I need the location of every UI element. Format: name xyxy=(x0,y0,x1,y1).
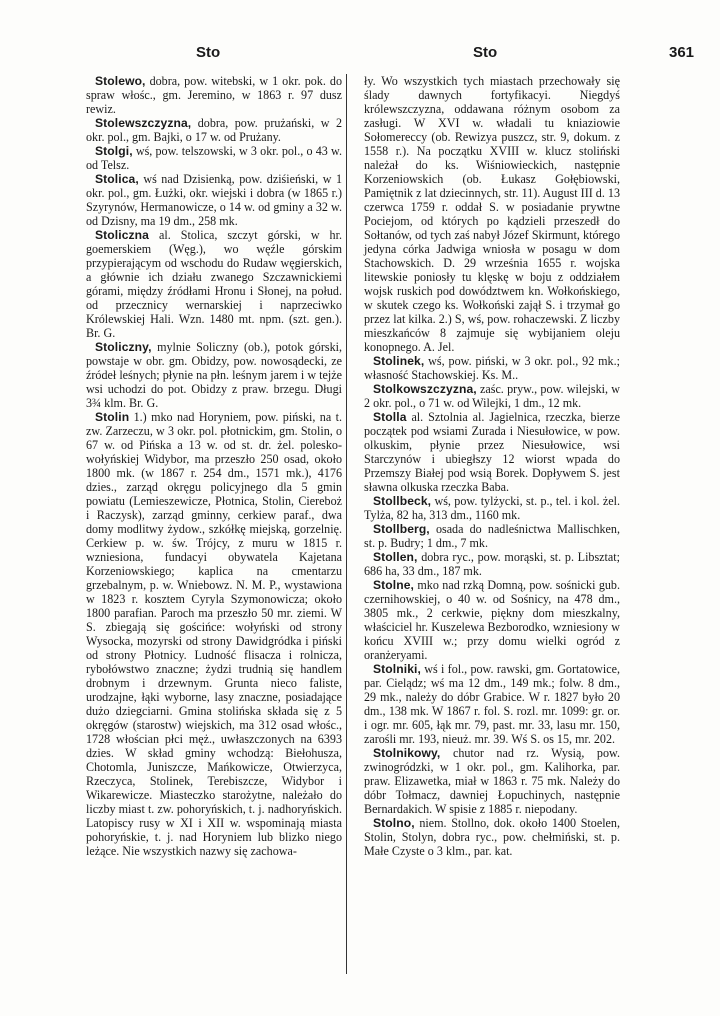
entry-text: wś i fol., pow. rawski, gm. Gortatowice, par. Cielądz; wś ma 12 dm., 149 mk.; folw. 8 dm., 29 mk., należy do dóbr Grabice. W r. 1827 było 20 dm., 138 mk. W 1867 r. fol. S. rozl. mr. 1099: gr. or. i ogr. mr. 605, łąk mr. 79, past. mr. 33, lasu mr. 150, zarośli mr. 193, nieuż. mr. 39. Wś S. os 15, mr. 202. xyxy=(364,662,620,746)
headword: Stollberg, xyxy=(373,522,430,536)
headword: Stoliczny, xyxy=(95,340,152,354)
entry xyxy=(86,172,342,228)
headword: Stolinek, xyxy=(373,354,425,368)
entry-text: osada do nadleśnictwa Mallischken, st. p. Budry; 1 dm., 7 mk. xyxy=(364,522,620,550)
entry xyxy=(86,340,342,410)
entry-text: mylnie Soliczny (ob.), potok górski, powstaje w obr. gm. Obidzy, pow. nowosądecki, ze źródeł leśnych; płynie na płn. leśnym jarem i w tejże wsi uchodzi do pot. Obidzy z praw. brzegu. Długi 3¾ klm. Br. G. xyxy=(86,340,342,410)
entry-text: dobra ryc., pow. morąski, st. p. Libsztat; 686 ha, 33 dm., 187 mk. xyxy=(364,550,620,578)
entry xyxy=(86,74,342,116)
page-header xyxy=(0,44,720,64)
left-column xyxy=(86,74,342,858)
headword: Stolnikowy, xyxy=(373,746,441,760)
entry-text: wś, pow. tylżycki, st. p., tel. i kol. żel. Tylża, 82 ha, 313 dm., 1160 mk. xyxy=(364,494,620,522)
entry xyxy=(364,550,620,578)
entry-text: mko nad rzką Domną, pow. sośnicki gub. czernihowskiej, o 40 w. od Sośnicy, na 478 dm., 3805 mk., 2 cerkwie, piękny dom mieszkalny, właściciel hr. Kuszelewa Bezborodko, wzniesiony w końcu XVIII w.; przy domu wielki ogród z oranżeryami. xyxy=(364,578,620,662)
entry-text: chutor nad rz. Wysią, pow. zwinogródzki, w 1 okr. pol., gm. Kalihorka, par. praw. Elizawetka, miał w 1863 r. 75 mk. Należy do dóbr Tołmacz, dawniej Łopuchinych, następnie Bernardakich. W spisie z 1885 r. niepodany. xyxy=(364,746,620,816)
entry-text: niem. Stollno, dok. około 1400 Stoelen, Stolin, Stolyn, dobra ryc., pow. chełmiński, st. p. Małe Czyste o 3 klm., par. kat. xyxy=(364,816,620,858)
headword: Stollbeck, xyxy=(373,494,432,508)
entry xyxy=(86,410,342,858)
entry xyxy=(364,494,620,522)
right-guide-word: Sto xyxy=(473,44,498,61)
headword: Stolin xyxy=(95,410,130,424)
entry-text: dobra, pow. prużański, w 2 okr. pol., gm. Bajki, o 17 w. od Prużany. xyxy=(86,116,342,144)
column-divider xyxy=(346,74,347,974)
headword: Stolewszczyzna, xyxy=(95,116,192,130)
headword: Stolica, xyxy=(95,172,139,186)
headword: Stolkowszczyzna, xyxy=(373,382,477,396)
right-column xyxy=(364,74,620,858)
left-guide-word: Sto xyxy=(196,44,221,61)
headword: Stolniki, xyxy=(373,662,421,676)
entry xyxy=(86,144,342,172)
entry-continuation xyxy=(364,74,620,354)
headword: Stoliczna xyxy=(95,228,149,242)
entry-text: wś nad Dzisienką, pow. dziśieński, w 1 okr. pol., gm. Łużki, okr. wiejski i dobra (w 1865 r.) Szyrynów, Hermanowicze, o 14 w. od gminy a 32 w. od Dzisny, ma 19 dm., 258 mk. xyxy=(86,172,342,228)
entry xyxy=(364,662,620,746)
entry-text: zaśc. pryw., pow. wilejski, w 2 okr. pol., o 71 w. od Wilejki, 1 dm., 12 mk. xyxy=(364,382,620,410)
entry-text: 1.) mko nad Horyniem, pow. piński, na t. zw. Zarzeczu, w 3 okr. pol. płotnickim, gm. Stolin, o 67 w. od Pińska a 13 w. od st. dr. żel. polesko-wołyńskiej Widybor, ma przeszło 250 osad, około 1800 mk. (w 1867 r. 254 dm., 1571 mk.), 4176 dzies., zarząd okręgu policyjnego dla 5 gmin powiatu (Lemieszewicze, Płotnica, Stolin, Ciereboż i Raczysk), zarząd gminny, cerkiew paraf., dwa domy modlitwy żydow., szkółkę miejską, gorzelnię. Cerkiew p. w. św. Trójcy, z muru w 1815 r. wzniesiona, fundacyi obywatela Kajetana Korzeniowskiego; kaplica na cmentarzu grzebalnym, p. w. Wniebowz. N. M. P., wystawiona w 1823 r. kosztem Cyryla Szymonowicza; około 1800 parafian. Paroch ma przeszło 50 mr. ziemi. W S. zbiegają się gościńce: wołyński od strony Wysocka, mozyrski od strony Dawidgródka i piński od strony Płotnicy. Ludność flisacza i rolnicza, rybołówstwo znaczne; żydzi trudnią się handlem drobnym i drzewnym. Grunta nieco faliste, urodzajne, łąki wyborne, lasy znaczne, posiadające dużo dziegciarni. Gmina stolińska składa się z 5 okręgów (starostw) wiejskich, ma 312 osad włośc., 1728 włościan płci męż., uwłaszczonych na 6393 dzies. W skład gminy wchodzą: Biełohusza, Chotomla, Juniszcze, Mańkowicze, Otwierzyca, Rzeczyca, Stolinek, Terebiszcze, Widybor i Wikarewicze. Miasteczko starożytne, należało do liczby miast t. zw. pohoryńskich, t. j. nadhoryńskich. Latopiscy rusy w XI i XII w. wspominają miasta pohoryńskie, t. j. nad Horyniem lub blizko niego leżące. Nie wszystkich nazwy się zachowa- xyxy=(86,410,342,858)
headword: Stolno, xyxy=(373,816,415,830)
entry xyxy=(364,746,620,816)
headword: Stolewo, xyxy=(95,74,146,88)
entry xyxy=(364,578,620,662)
entry xyxy=(364,382,620,410)
entry-text: dobra, pow. witebski, w 1 okr. pok. do spraw włośc., gm. Jeremino, w 1863 r. 97 dusz rewiz. xyxy=(86,74,342,116)
entry-text: wś, pow. telszowski, w 3 okr. pol., o 43 w. od Telsz. xyxy=(86,144,342,172)
entry xyxy=(364,522,620,550)
entry xyxy=(364,816,620,858)
headword: Stolne, xyxy=(373,578,415,592)
entry xyxy=(364,354,620,382)
headword: Stolla xyxy=(373,410,407,424)
headword: Stolgi, xyxy=(95,144,133,158)
entry xyxy=(86,116,342,144)
entry-text: al. Sztolnia al. Jagielnica, rzeczka, bierze początek pod wsiami Zurada i Niesułowice, w pow. olkuskim, płynie przez Niesułowice, wsi Starczynów i ubiegłszy 12 wiorst wpada do Przemszy Białej pod wsią Borek. Dopływem S. jest sławna olkuska rzeczka Baba. xyxy=(364,410,620,494)
headword: Stollen, xyxy=(373,550,418,564)
entry xyxy=(364,410,620,494)
entry-text: wś, pow. piński, w 3 okr. pol., 92 mk.; własność Stachowskiej. Ks. M.. xyxy=(364,354,620,382)
entry-text: al. Stolica, szczyt górski, w hr. goemerskiem (Węg.), wo węźle górskim przypierającym od wschodu do Rudaw węgierskich, a głównie ich działu zwanego Szczawnickiemi górami, między źródłami Hronu i Słonej, na połud. od przecznicy wernarskiej i naprzeciwko Królewskiej Hali. Wzn. 1480 mt. npm. (szt. gen.). Br. G. xyxy=(86,228,342,340)
entry xyxy=(86,228,342,340)
page-number: 361 xyxy=(669,44,695,61)
entry-text: ły. Wo wszystkich tych miastach przechowały się ślady dawnych fortyfikacyi. Niegdyś królewszczyzna, oddawana różnym osobom za zasługi. W XVI w. władali tu kniaziowie Sołomereccy (ob. Rewizya puszcz, str. 9, dokum. z 1558 r.). Na początku XVIII w. klucz stoliński należał do ks. Wiśniowieckich, następnie Korzeniowskich (ob. Łukasz Gołębiowski, Pamiętnik z lat dziecinnych, str. 11). August III d. 13 czerwca 1759 r. oddał S. w posiadanie prywtne Pociejom, od których po kądzieli przeszedł do Sołtanów, od tych zaś nabył Józef Skirmunt, którego jedyna córka Jadwiga wniosła w posagu w dom Stachowskich. D. 29 września 1655 r. wojska litewskie poniosły tu klęskę w boju z oddziałem wojsk ruskich pod dowództwem kn. Wołkońskiego, w skutek czego ks. Wołkoński zajął S. i trzymał go przez lat kilka. 2.) S, wś, pow. rohaczewski. Z liczby mieszkańców 8 zajmuje się wybijaniem oleju konopnego. A. Jel. xyxy=(364,74,620,354)
